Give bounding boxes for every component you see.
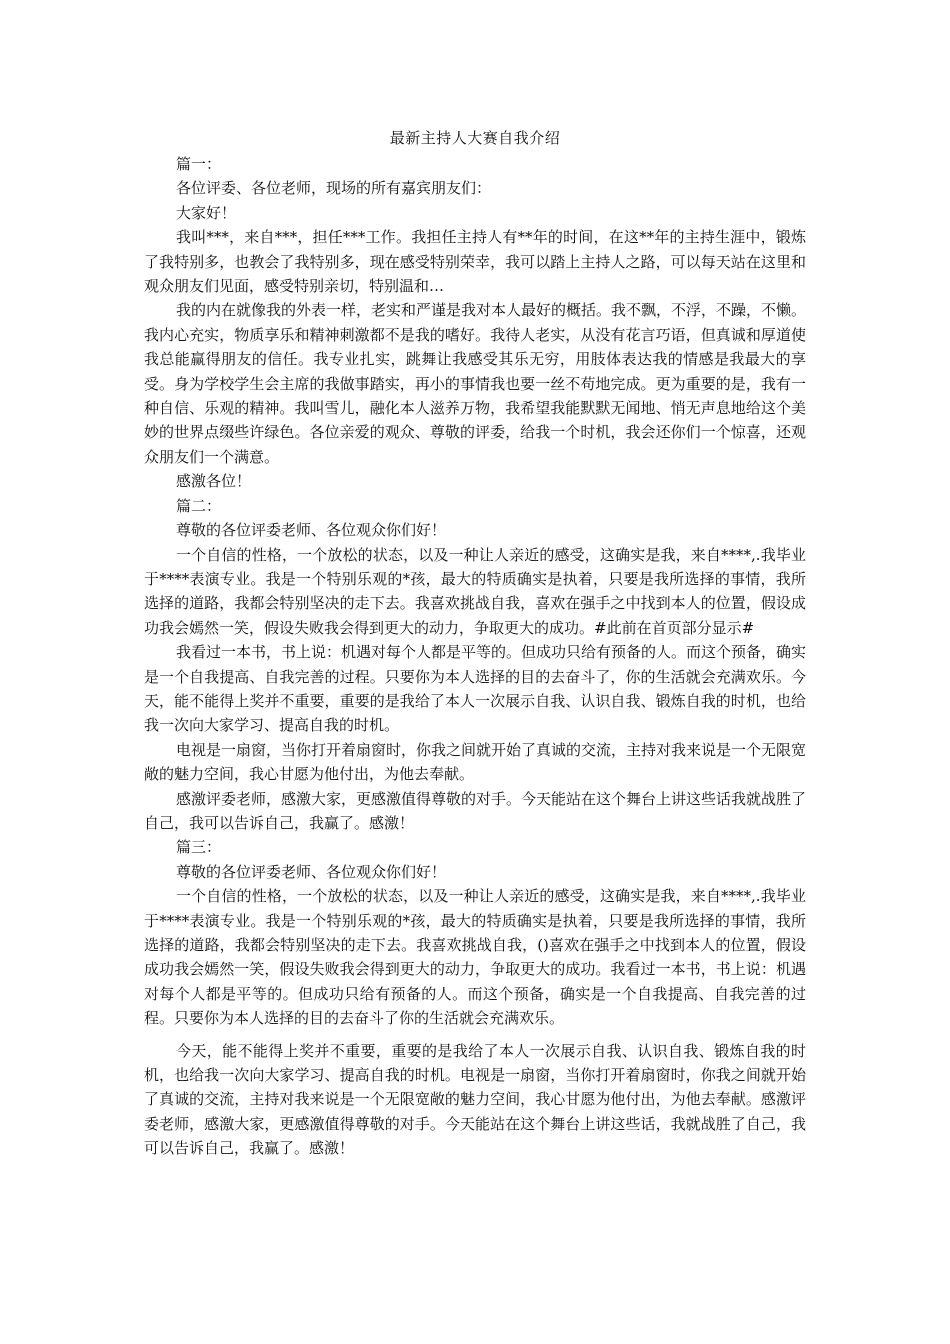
body-paragraph: 感激评委老师，感激大家，更感激值得尊敬的对手。今天能站在这个舞台上讲这些话我就战胜了自己，我可以告诉自己，我赢了。感激！ (144, 789, 807, 832)
paragraph-gap (144, 1031, 806, 1039)
greeting: 大家好！ (176, 203, 237, 222)
body-paragraph: 我的内在就像我的外表一样，老实和严谨是我对本人最好的概括。我不飘，不浮，不躁，不懒。我内心充实，物质享乐和精神刺激都不是我的嗜好。我待人老实，从没有花言巧语，但真诚和厚道使我总能赢得朋友的信任。我专业扎实，跳舞让我感受其乐无穷，用肢体表达我的情感是我最大的享受。身为学校学生会主席的我做事踏实，再小的事情我也要一丝不苟地完成。更为重要的是，我有一种自信、乐观的精神。我叫雪儿，融化本人滋养万物，我希望我能默默无闻地、悄无声息地给这个美妙的世界点缀些许绿色。各位亲爱的观众、尊敬的评委，给我一个时机，我会还你们一个惊喜，还观众朋友们一个满意。 (144, 301, 807, 466)
document-page (144, 126, 806, 1161)
section-heading-1: 篇一： (176, 155, 222, 173)
body-paragraph: 一个自信的性格，一个放松的状态，以及一种让人亲近的感受，这确实是我，来自****,.我毕业于****表演专业。我是一个特别乐观的*孩，最大的特质确实是执着，只要是我所选择的事情，我所选择的道路，我都会特别坚决的走下去。我喜欢挑战自我，()喜欢在强手之中找到本人的位置，假设成功我会嫣然一笑，假设失败我会得到更大的动力，争取更大的成功。我看过一本书，书上说：机遇对每个人都是平等的。但成功只给有预备的人。而这个预备，确实是一个自我提高、自我完善的过程。只要你为本人选择的目的去奋斗了你的生活就会充满欢乐。 (144, 887, 806, 1028)
body-paragraph: 我看过一本书，书上说：机遇对每个人都是平等的。但成功只给有预备的人。而这个预备，确实是一个自我提高、自我完善的过程。只要你为本人选择的目的去奋斗了，你的生活就会充满欢乐。今天，能不能得上奖并不重要，重要的是我给了本人一次展示自我、认识自我、锻炼自我的时机，也给我一次向大家学习、提高自我的时机。 (144, 643, 807, 735)
body-paragraph: 电视是一扇窗，当你打开着扇窗时，你我之间就开始了真诚的交流，主持对我来说是一个无限宽敞的魅力空间，我心甘愿为他付出，为他去奉献。 (144, 740, 807, 784)
body-paragraph: 一个自信的性格，一个放松的状态，以及一种让人亲近的感受，这确实是我，来自****,.我毕业于****表演专业。我是一个特别乐观的*孩，最大的特质确实是执着，只要是我所选择的事情，我所选择的道路，我都会特别坚决的走下去。我喜欢挑战自我，喜欢在强手之中找到本人的位置，假设成功我会嫣然一笑，假设失败我会得到更大的动力，争取更大的成功。#此前在首页部分显示# (144, 545, 806, 637)
body-paragraph: 我叫***，来自***，担任***工作。我担任主持人有**年的时间，在这**年的主持生涯中，锻炼了我特别多，也教会了我特别多，现在感受特别荣幸，我可以踏上主持人之路，可以每天站在这里和观众朋友们见面，感受特别亲切，特别温和… (144, 228, 806, 296)
section-heading-3: 篇三： (176, 838, 222, 857)
document-title: 最新主持人大赛自我介绍 (389, 129, 561, 147)
salutation: 各位评委、各位老师，现场的所有嘉宾朋友们： (176, 179, 492, 198)
body-paragraph: 今天，能不能得上奖并不重要，重要的是我给了本人一次展示自我、认识自我、锻炼自我的时机，也给我一次向大家学习、提高自我的时机。电视是一扇窗，当你打开着扇窗时，你我之间就开始了真诚的交流，主持对我来说是一个无限宽敞的魅力空间，我心甘愿为他付出，为他去奉献。感激评委老师，感激大家，更感激值得尊敬的对手。今天能站在这个舞台上讲这些话，我就战胜了自己，我可以告诉自己，我赢了。感激！ (144, 1041, 806, 1158)
section-heading-2: 篇二： (176, 496, 222, 515)
closing-line: 感激各位！ (176, 472, 252, 491)
salutation: 尊敬的各位评委老师、各位观众你们好！ (176, 862, 447, 881)
salutation: 尊敬的各位评委老师、各位观众你们好！ (176, 521, 447, 540)
